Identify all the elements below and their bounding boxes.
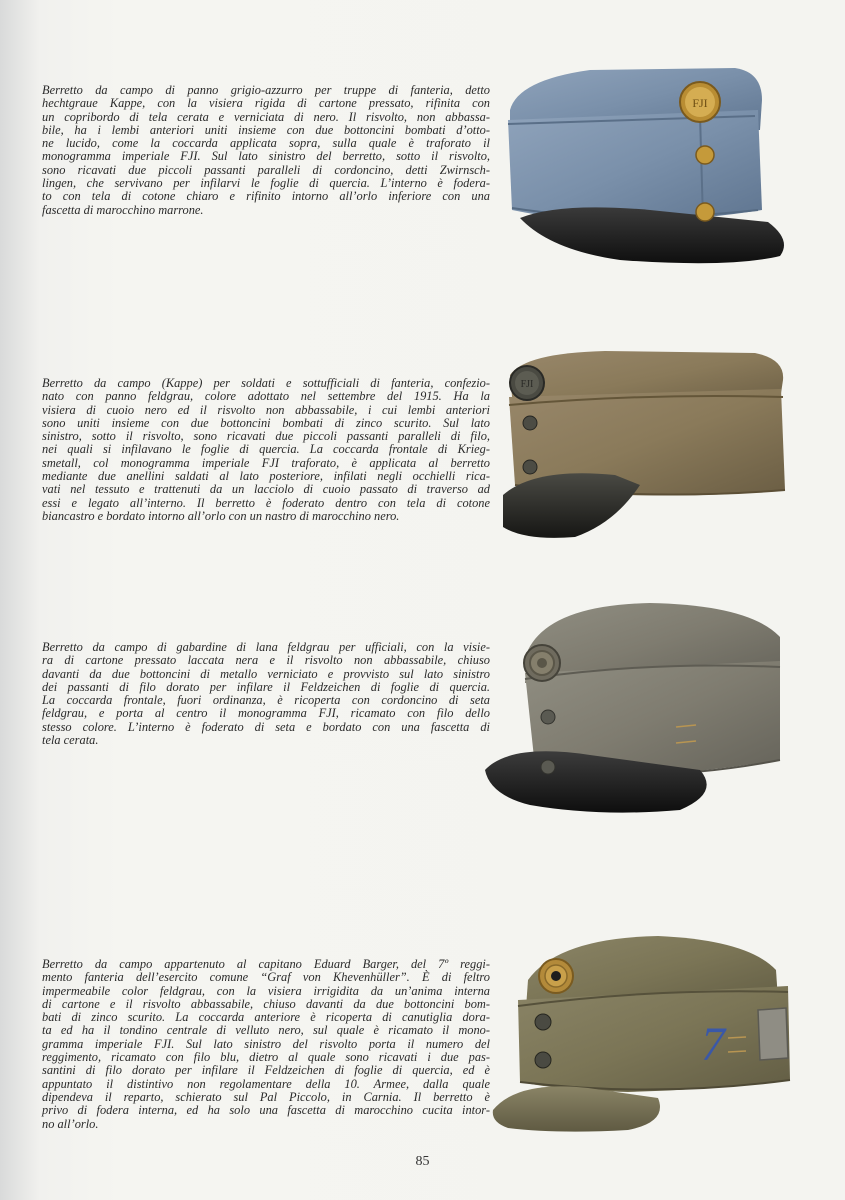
caption-line: privo di fodera interna, ed ha solo una fascetta di marocchino cucita intor- bbox=[42, 1103, 490, 1118]
entry-caption bbox=[42, 377, 490, 523]
caption-line: La coccarda frontale, fuori ordinanza, è ricoperta con cordoncino di seta bbox=[42, 693, 490, 708]
caption-line: dipendeva il reparto, schierato sul Pal Piccolo, in Carnia. Il berretto è bbox=[42, 1089, 490, 1104]
caption-line: nei quali si infilavano le foglie di quercia. La coccarda frontale di Krieg- bbox=[42, 442, 490, 457]
caption-line: Berretto da campo (Kappe) per soldati e sottufficiali di fanteria, confezio- bbox=[42, 376, 490, 390]
caption-line: tela cerata. bbox=[42, 733, 99, 748]
regiment-number: 7 bbox=[701, 1018, 725, 1071]
caption-line: mento fanteria dell’esercito comune “Graf von Khevenhüller”. È di feltro bbox=[42, 970, 490, 985]
caption-line: sono ricavati due piccoli passanti paralleli di cordoncino, detti Zwirnsch- bbox=[42, 162, 490, 177]
entry-caption bbox=[42, 641, 490, 747]
caption-line: stesso colore. L’interno è foderato di seta e bordato con una fascetta di bbox=[42, 719, 490, 734]
caption-line: dei passanti di filo dorato per infilare il Feldzeichen di foglie di quercia. bbox=[42, 679, 490, 694]
caption-line: reggimento, ricamato con filo blu, dietro al quale sono ricavati i due pas- bbox=[42, 1050, 490, 1065]
caption-line: Berretto da campo di gabardine di lana feldgrau per ufficiali, con la visie- bbox=[42, 640, 490, 654]
caption-line: mediante due anellini saldati al lato posteriore, infilati negli occhielli rica- bbox=[42, 469, 490, 484]
caption-line: nato con panno feldgrau, colore adottato nel settembre del 1915. Ha la bbox=[42, 389, 490, 404]
caption-line: davanti da due bottoncini di metallo verniciato e provvisto sul lato sinistro bbox=[42, 666, 490, 681]
page-number: 85 bbox=[415, 1154, 430, 1169]
caption-line: hechtgraue Kappe, con la visiera rigida di cartone pressato, rifinita con bbox=[42, 96, 490, 111]
caption-line: ta ed ha il tondino centrale di velluto nero, sul quale è ricamato il mono- bbox=[42, 1023, 490, 1038]
caption-line: ne lucido, come la coccarda applicata sopra, sulla quale è traforato il bbox=[42, 136, 490, 151]
cap-photo-barger-felt bbox=[488, 930, 798, 1135]
caption-line: sono uniti insieme con due bottoncini bombati di zinco scurito. Sul lato bbox=[42, 415, 490, 430]
caption-line: essi e legato all’interno. Il berretto è foderato dentro con tela di cotone bbox=[42, 495, 490, 510]
caption-line: Berretto da campo appartenuto al capitano Eduard Barger, del 7º reggi- bbox=[42, 957, 490, 971]
caption-line: bile, ha i lembi anteriori uniti insieme con due bottoncini bombati d’otto- bbox=[42, 122, 490, 137]
caption-line: smetall, col monogramma imperiale FJI traforato, è applicata al berretto bbox=[42, 455, 490, 470]
cockade-monogram: FJI bbox=[692, 96, 708, 110]
cap-photo-officer-gabardine bbox=[480, 595, 790, 820]
caption-line: to con tela di cotone chiaro e rifinito intorno all’orlo inferiore con una bbox=[42, 189, 490, 204]
caption-line: fascetta di marocchino marrone. bbox=[42, 202, 204, 217]
caption-line: no all’orlo. bbox=[42, 1116, 99, 1131]
caption-line: un copribordo di tela cerata e verniciata di nero. Il risvolto, non abbassa- bbox=[42, 109, 490, 124]
cap-photo-feldgrau-troops bbox=[495, 345, 800, 545]
caption-line: visiera di cuoio nero ed il risvolto non abbassabile, i cui lembi anteriori bbox=[42, 402, 490, 417]
caption-line: di cartone e il risvolto abbassabile, chiuso davanti da due bottoncini bom- bbox=[42, 996, 490, 1011]
caption-line: monogramma imperiale FJI. Sul lato sinistro del berretto, sotto il risvolto, bbox=[42, 149, 490, 164]
cap-photo-blue-grey bbox=[500, 60, 795, 275]
entry-caption bbox=[42, 84, 490, 217]
caption-line: vati nel tessuto e trattenuti da un lacciolo di cuoio passato di traverso ad bbox=[42, 482, 490, 497]
caption-line: impermeabile color feldgrau, con la visiera irrigidita da un’anima interna bbox=[42, 983, 490, 998]
caption-line: ra di cartone pressato laccata nera e il risvolto non abbassabile, chiuso bbox=[42, 653, 490, 668]
caption-line: feldgrau, e porta al centro il monogramma FJI, ricamato con filo dello bbox=[42, 706, 490, 721]
entry-caption bbox=[42, 958, 490, 1131]
caption-line: gramma imperiale FJI. Sul lato sinistro del risvolto porta il numero del bbox=[42, 1036, 490, 1051]
caption-line: santini di filo dorato per infilare il Feldzeichen di foglie di quercia, ed è bbox=[42, 1063, 490, 1078]
caption-line: bati di zinco scurito. La coccarda anteriore è ricoperta di canutiglia dora- bbox=[42, 1010, 490, 1025]
caption-line: lingen, che servivano per infilarvi le foglie di quercia. L’interno è fodera- bbox=[42, 176, 490, 191]
caption-line: appuntato il distintivo non regolamentare della 10. Armee, dalla quale bbox=[42, 1076, 490, 1091]
caption-line: sinistro, sotto il risvolto, sono ricavati due piccoli passanti paralleli di filo, bbox=[42, 429, 490, 444]
caption-line: Berretto da campo di panno grigio-azzurro per truppe di fanteria, detto bbox=[42, 83, 490, 97]
cockade-monogram: FJI bbox=[520, 379, 534, 390]
caption-line: biancastro e bordato intorno all’orlo con un nastro di marocchino nero. bbox=[42, 508, 400, 523]
